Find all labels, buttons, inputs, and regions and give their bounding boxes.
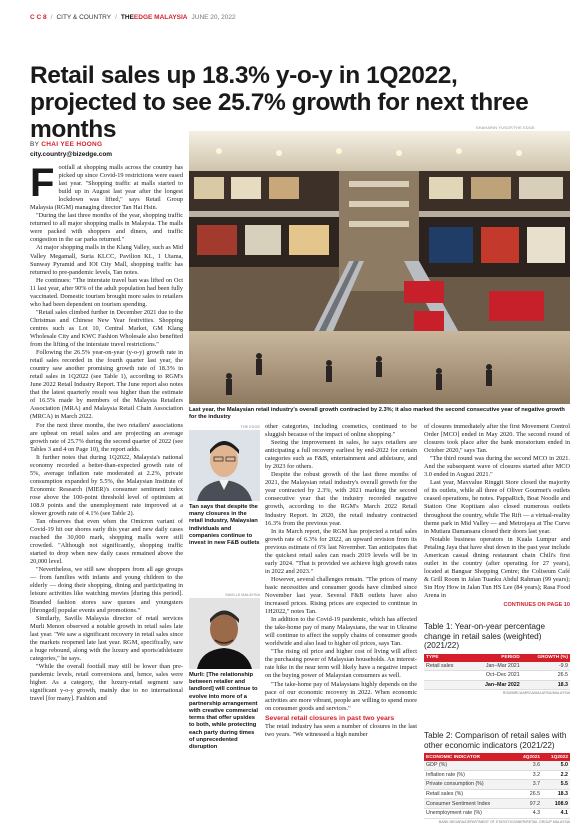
table-cell: 97.2 (514, 799, 542, 809)
table-cell: Inflation rate (%) (424, 770, 514, 780)
byline (30, 141, 102, 148)
table-row (424, 671, 570, 681)
table-cell: 4.1 (542, 808, 570, 818)
table-cell: 3.6 (514, 761, 542, 770)
paragraph: Last year, Maxvalue Ringgit Store closed the majority of its outlets, while all three of Oliver Gourmet's outlets ceased operations, he notes. PappaRich, Boat Noodle and Station One Kopitiam also closed numerous outlets throughout the country, while The Rift — a virtual-reality theme park in Mid Valley — and Metrojaya at The Curve in Mutiara Damansara closed their doors last year. (424, 479, 570, 535)
page-header (30, 10, 570, 24)
issue-date: JUNE 20, 2022 (191, 13, 236, 21)
table-row (424, 662, 570, 671)
paragraph: Similarly, Savills Malaysia director of retail services Murli Menon observed a notable growth in retail sales late last year. "We saw a significant recovery in retail sales since the markets reopened late last year. RGM, specifically, saw a huge rebound, along with the luxury and sports/athleisure categories," he says. (30, 614, 183, 662)
person-illustration (189, 598, 260, 669)
portrait-credit: SAVILLS MALAYSIA (225, 593, 260, 597)
table-cell: 108.9 (542, 799, 570, 809)
paragraph: "Retail sales climbed further in December 2021 due to the Christmas and Chinese New Year festivities. Shopping centres such as Lot 10, Central Market, GM Klang Wholesale City and KWC Fashion Wholesale also benefited from the lifting of the interstate travel restrictions." (30, 308, 183, 349)
paragraph: However, several challenges remain. "The prices of many basic necessities and consumer goods have climbed since November last year. Several F&B outlets have also increased prices. Rising prices are expected to continue in 1H2022," notes Tan. (265, 575, 417, 616)
portrait-caption: Tan says that despite the many closures in the retail industry, Malaysian individuals and companies continue to invest in new F&B outlets (189, 504, 260, 547)
column-header: 4Q2021 (514, 753, 542, 761)
table-1 (424, 622, 570, 695)
article-headline: Retail sales up 18.3% y-o-y in 1Q2022, projected to see 25.7% growth for next three months (30, 62, 529, 143)
table-cell: 18.3 (522, 680, 570, 690)
article-column-1 (30, 161, 183, 809)
column-header: PERIOD (468, 654, 522, 662)
person-illustration (189, 430, 260, 501)
section-name: CITY & COUNTRY (56, 13, 112, 21)
paragraph: Tan observes that even when the Omicron variant of Covid-19 hit our shores early this year and new daily cases reached the 30,000 mark, shopping malls were still crowded. "Although not significantly, shopping traffic started to drop when new daily cases remained above the 20,000 level. (30, 518, 183, 566)
portrait-photo (189, 430, 260, 501)
paragraph: ootfall at shopping malls across the country has picked up since Covid-19 restrictions were eased last year. "Shopping traffic at malls started to build up in August last year after the longest lockdown was lifted," says Retail Group Malaysia (RGM) managing director Tan Hai Hsin. (30, 164, 183, 212)
table-2 (424, 731, 570, 824)
table-cell: 5.0 (542, 761, 570, 770)
table-cell: 2.2 (542, 770, 570, 780)
table-row (424, 770, 570, 780)
paragraph: He continues: "The interstate travel ban was lifted on Oct 11 last year, after 90% of the adult population had been fully vaccinated. Domestic tourism brought more sales to retailers who had been dependent on tourism spending. (30, 276, 183, 308)
publication-name (121, 14, 188, 21)
table-title: Table 2: Comparison of retail sales with other economic indicators (2021/22) (424, 731, 567, 750)
portrait-tan (189, 425, 260, 547)
portrait-caption: Murli: [The relationship between retailer and landlord] will continue to evolve into more of a partnership arrangement with creative commercial terms that offer upsides to both, while protecting each party during times of unprecedented disruption (189, 672, 258, 751)
table-cell: 3.7 (514, 780, 542, 790)
table-cell: 26.5 (522, 671, 570, 681)
header-divider: / (115, 13, 117, 21)
paragraph: "The take-home pay of Malaysians highly depends on the pace of our economic recovery in 2022. When economic activities are more vibrant, people are willing to spend more on consumer goods and services." (265, 680, 417, 712)
table-cell: Oct–Dec 2021 (468, 671, 522, 681)
table-cell: 18.3 (542, 789, 570, 799)
author-email[interactable]: city.country@bizedge.com (30, 151, 113, 158)
table-cell (424, 680, 468, 690)
paragraph: For the next three months, the two retailers' associations are upbeat on retail sales and are projecting an average growth rate of 25.7% during the second quarter of 2022 (see Tables 3 and 4 on Page 10), the report adds. (30, 421, 183, 453)
continued-marker: CONTINUES ON PAGE 10 (503, 602, 570, 609)
paragraph: Notable business operators in Kuala Lumpur and Petaling Jaya that have shut down in the past year include American casual dining restaurant chain Chili's first outlet in the country (after operating for 27 years), located at Bangsar Shopping Centre; the Coliseum Café & Grill Room in Jalan Tuanku Abdul Rahman (99 years); Sin Hoy How in Jalan Tun HS Lee (84 years); Rasa Food Arena in (424, 535, 570, 599)
section-subhead: Several retail closures in past two years (265, 714, 395, 722)
paragraph: In addition to the Covid-19 pandemic, which has affected the take-home pay of many Malaysians, the war in Ukraine will continue to affect the supply chains of consumer goods worldwide and also lead to higher oil prices, says Tan. (265, 616, 417, 648)
photo-caption: Last year, the Malaysian retail industry's overall growth contracted by 2.3%; it also marked the second consecutive year of negative growth for the industry (189, 407, 565, 420)
table-cell: 3.2 (514, 770, 542, 780)
article-column-2 (265, 423, 417, 811)
paragraph: "During the last three months of the year, shopping traffic returned to all major shopping malls in Malaysia. The malls were packed with shoppers and diners, and traffic congestion in the car parks returned." (30, 212, 183, 244)
table-title: Table 1: Year-on-year percentage change in retail sales (weighted) (2021/22) (424, 622, 546, 650)
table-cell: -9.9 (522, 662, 570, 671)
table-row (424, 780, 570, 790)
paragraph: It further notes that during 1Q2022, Malaysia's national economy recorded a better-than-expected growth rate of 5%, average inflation rate moderated at 2.2%, private consumption expanded by 5.5%, the Malaysian Institute of Economic Research (MIER)'s consumer sentiment index rose above the 100-point threshold level of optimism at 108.9 points and the unemployment rate improved at a slower growth rate of 4.1% (see Table 2). (30, 453, 183, 518)
paragraph: "The rising oil price and higher cost of living will affect the purchasing power of Malaysian households. An interest-rate hike in the near term will likely have a negative impact on the buying power of Malaysian consumers as well. (265, 648, 417, 680)
table-cell: Jan–Mar 2021 (468, 662, 522, 671)
paragraph: Despite the robust growth of the last three months of 2021, the Malaysian retail industry's overall growth for the year contracted by 2.3%, with 2021 marking the second consecutive year that the industry recorded negative growth, according to the RGM's March 2022 Retail Industry Report. In 2020, the retail industry contracted 16.3% from the previous year. (265, 471, 417, 527)
portrait-credit: THE EDGE (240, 425, 260, 429)
column-header: GROWTH (%) (522, 654, 570, 662)
article-column-3 (424, 423, 570, 619)
table-row (424, 680, 570, 690)
data-table (424, 654, 570, 691)
paragraph: In its March report, the RGM has projected a retail sales growth rate of 6.3% for 2022, an upward revision from its previous estimate of 6% last November. Tan anticipates that the quickest retail sales can reach 2019 levels will be in early 2024. "That is provided we achieve high growth rates in 2022 and 2023." (265, 527, 417, 575)
paragraph: The retail industry has seen a number of closures in the last two years. "We witnessed a high number (265, 722, 417, 738)
column-header: 1Q2022 (542, 753, 570, 761)
mall-interior-illustration (189, 131, 570, 404)
table-cell: 26.5 (514, 789, 542, 799)
paragraph: "While the overall footfall may still be lower than pre-pandemic levels, retail conversions and, hence, sales were higher. As a category, the luxury-retail segment saw significant y-o-y growth, mainly due to no international travel [for many]. Fashion and (30, 662, 183, 703)
table-row (424, 799, 570, 809)
column-header: ECONOMIC INDICATOR (424, 753, 514, 761)
table-source: RGM/MRCA/MRCA/MALAYSIA/MALAYSIA (502, 691, 570, 696)
mall-photo (189, 131, 570, 404)
table-row (424, 789, 570, 799)
table-cell: Jan–Mar 2022 (468, 680, 522, 690)
table-cell: Unemployment rate (%) (424, 808, 514, 818)
paragraph: At major shopping malls in the Klang Valley, such as Mid Valley Megamall, Suria KLCC, Pavilion KL, 1 Utama, Sunway Pyramid and IOI City Mall, shopping traffic has returned to pre-pandemic levels, Tan notes. (30, 244, 183, 276)
drop-cap: F (30, 161, 55, 205)
paragraph: "Nevertheless, we still saw shoppers from all age groups — from families with infants and young children to the elderly — doing their shopping, dining and participating in leisure activities like watching movies [during this period]. Branded fashion stores saw queues and youngsters [thronged] popular events and promotions." (30, 566, 183, 614)
table-row (424, 808, 570, 818)
data-table (424, 753, 570, 819)
portrait-murli (189, 593, 260, 751)
publication-prefix: THE (120, 13, 134, 21)
paragraph: Following the 26.5% year-on-year (y-o-y) growth rate in retail sales recorded in the fourth quarter last year, the country saw another promising growth rate of 18.3% in retail sales in 1Q2022 (see Table 1), according to RGM's June 2022 Retail Industry Report. The June report also notes that the latest quarterly result was higher than the estimate of 16.5% made by members of the Malaysia Retailers Association (MRA) and Malaysia Retail Chain Association (MRCA) in March 2022. (30, 349, 183, 421)
table-source: BANK NEGARA/DEPARTMENT OF STATISTICS/MIER/RETAIL GROUP MALAYSIA (438, 819, 570, 824)
table-cell: GDP (%) (424, 761, 514, 770)
table-cell: Retail sales (424, 662, 468, 671)
table-cell: Consumer Sentiment Index (424, 799, 514, 809)
portrait-photo (189, 598, 260, 669)
table-cell: Retail sales (%) (424, 789, 514, 799)
author-name: CHAI YEE HOONG (41, 141, 103, 148)
publication-brand: EDGE MALAYSIA (133, 13, 188, 21)
table-cell: 5.5 (542, 780, 570, 790)
paragraph: other categories, including cosmetics, continued to be sluggish because of the impact of online shopping." (265, 423, 417, 439)
byline-prefix: BY (30, 141, 40, 148)
page-number: C C 8 (30, 13, 47, 21)
table-row (424, 761, 570, 770)
table-cell (424, 671, 468, 681)
column-header: TYPE (424, 654, 468, 662)
table-cell: 4.3 (514, 808, 542, 818)
paragraph: of closures immediately after the first Movement Control Order [MCO] ended in May 2020. The second round of closures took place after the bank moratorium ended in October 2020," says Tan. (424, 423, 570, 455)
paragraph: Seeing the improvement in sales, he says retailers are anticipating a full recovery earliest by end-2022 for certain categories such as F&B, entertainment and athleisure, and by 2023 for others. (265, 439, 417, 471)
paragraph: "The third round was during the second MCO in 2021. And the subsequent wave of closures started after MCO 3.0 ended in August 2021." (424, 455, 570, 479)
header-divider: / (50, 13, 53, 21)
table-cell: Private consumption (%) (424, 780, 514, 790)
photo-credit: SHAHARIN YUSOF/THE EDGE (476, 126, 535, 130)
